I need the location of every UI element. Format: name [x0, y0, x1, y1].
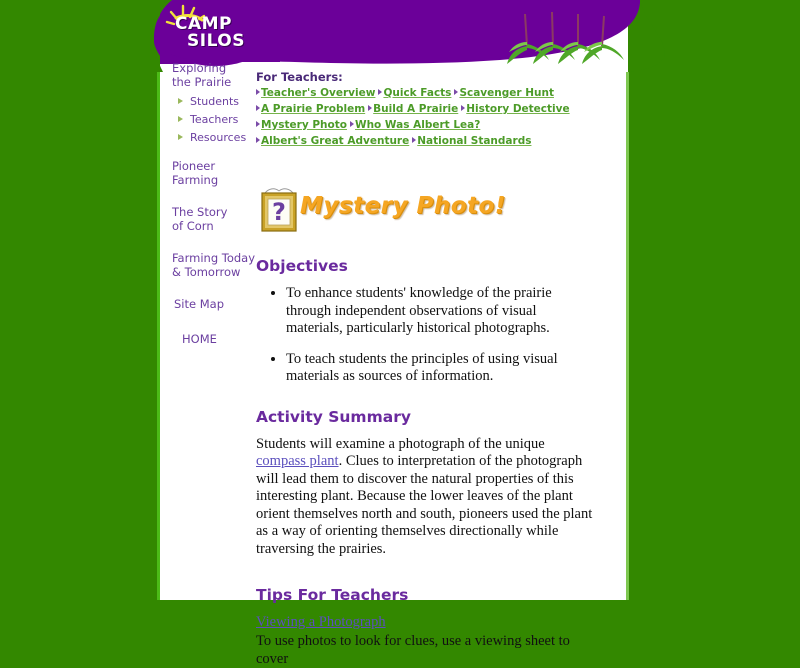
sidebar-label-line: & Tomorrow [172, 264, 241, 279]
sidebar-item-site-map[interactable] [160, 298, 258, 312]
teacher-link-teachers-overview[interactable]: Teacher's Overview [261, 87, 376, 99]
logo-line-2: SILOS [187, 31, 245, 51]
sidebar-sub-label: Teachers [190, 113, 239, 126]
sidebar-label-line: Site Map [174, 297, 225, 311]
sidebar-sub-label: Students [190, 95, 240, 108]
activity-summary-heading: Activity Summary [256, 407, 411, 426]
tips-for-teachers-heading: Tips For Teachers [256, 586, 409, 604]
arrow-bullet-icon [178, 134, 183, 140]
teacher-link-mystery-photo[interactable]: Mystery Photo [261, 119, 347, 131]
arrow-bullet-icon [350, 121, 354, 127]
teacher-links-row [256, 103, 596, 119]
sidebar-item-students[interactable] [160, 96, 258, 107]
arrow-bullet-icon [256, 121, 260, 127]
summary-text-before-link: Students will examine a photograph of the unique [256, 435, 545, 452]
objective-item: • To enhance students' knowledge of the prairie through independent observations of visual materials, particularly historical photographs. [286, 285, 596, 338]
sidebar-label-line: HOME [182, 331, 217, 346]
sidebar-item-exploring-the-prairie[interactable] [160, 62, 258, 89]
objectives-heading: Objectives [256, 257, 348, 275]
sidebar-spacer [160, 237, 258, 252]
teacher-links-list [256, 87, 596, 151]
arrow-bullet-icon [412, 137, 416, 143]
sidebar-item-home[interactable] [160, 333, 258, 347]
teacher-links-row [256, 135, 596, 151]
teacher-link-a-prairie-problem[interactable]: A Prairie Problem [261, 103, 366, 115]
arrow-bullet-icon [256, 105, 260, 111]
objective-item: • To teach students the principles of using visual materials as sources of information. [286, 351, 596, 386]
svg-text:?: ? [272, 198, 286, 226]
sidebar-spacer [160, 283, 258, 298]
arrow-bullet-icon [368, 105, 372, 111]
sidebar-spacer [160, 191, 258, 206]
page-title-text: Mystery Photo! [300, 193, 506, 219]
activity-summary-paragraph [256, 436, 596, 559]
arrow-bullet-icon [461, 105, 465, 111]
teacher-link-history-detective[interactable]: History Detective [466, 103, 570, 115]
sidebar-label-line: Pioneer [172, 159, 216, 173]
viewing-a-photograph-link[interactable]: Viewing a Photograph [256, 614, 386, 630]
sidebar-sub-label: Resources [190, 131, 247, 144]
sidebar-label-line: Exploring [172, 61, 227, 75]
sidebar-item-farming-today-and-tomorrow[interactable] [160, 252, 258, 279]
arrow-bullet-icon [378, 89, 382, 95]
teacher-link-who-was-albert-lea[interactable]: Who Was Albert Lea? [354, 119, 481, 131]
tips-truncated-text: To use photos to look for clues, use a viewing sheet to cover [256, 633, 570, 667]
header-purple-banner [0, 0, 800, 72]
picture-frame-question-mark-icon [258, 185, 300, 233]
page-title-graphic [256, 177, 596, 239]
sidebar-spacer [160, 143, 258, 160]
compass-plant-link[interactable]: compass plant [256, 453, 339, 469]
sidebar-label-line: The Story [172, 205, 228, 219]
prairie-grass-icon [505, 8, 635, 68]
arrow-bullet-icon [256, 137, 260, 143]
logo-line-1: CAMP [175, 14, 233, 34]
panel-right-edge-divider [626, 0, 629, 600]
site-header [0, 0, 800, 72]
sidebar-item-the-story-of-corn[interactable] [160, 206, 258, 233]
teacher-link-scavenger-hunt[interactable]: Scavenger Hunt [459, 87, 554, 99]
arrow-bullet-icon [256, 89, 260, 95]
sidebar-item-pioneer-farming[interactable] [160, 160, 258, 187]
sidebar-nav [160, 62, 258, 350]
sidebar-label-line: the Prairie [172, 74, 232, 89]
sidebar-label-line: of Corn [172, 218, 214, 233]
sidebar-label-line: Farming Today [172, 251, 256, 265]
teacher-link-alberts-great-adventure[interactable]: Albert's Great Adventure [261, 135, 410, 147]
teacher-links-row [256, 87, 596, 103]
arrow-bullet-icon [178, 116, 183, 122]
teacher-links-row [256, 119, 596, 135]
sidebar-spacer [160, 316, 258, 333]
logo-wordmark[interactable] [175, 16, 253, 50]
for-teachers-heading: For Teachers: [256, 70, 343, 84]
teacher-link-quick-facts[interactable]: Quick Facts [383, 87, 452, 99]
sidebar-item-resources[interactable] [160, 132, 258, 143]
sidebar-item-teachers[interactable] [160, 114, 258, 125]
main-content [256, 70, 596, 668]
arrow-bullet-icon [178, 98, 183, 104]
teacher-link-national-standards[interactable]: National Standards [417, 135, 532, 147]
sidebar-label-line: Farming [172, 172, 219, 187]
teacher-link-build-a-prairie[interactable]: Build A Prairie [373, 103, 459, 115]
objectives-list [286, 285, 596, 386]
arrow-bullet-icon [454, 89, 458, 95]
summary-text-after-link: . Clues to interpretation of the photograph will lead them to discover the natural properties of this interesting plant. Because the lower leaves of the plant orient themselves north and south, pioneers used the plant as a way of orienting themselves directionally while traversing the prairies. [256, 453, 593, 557]
